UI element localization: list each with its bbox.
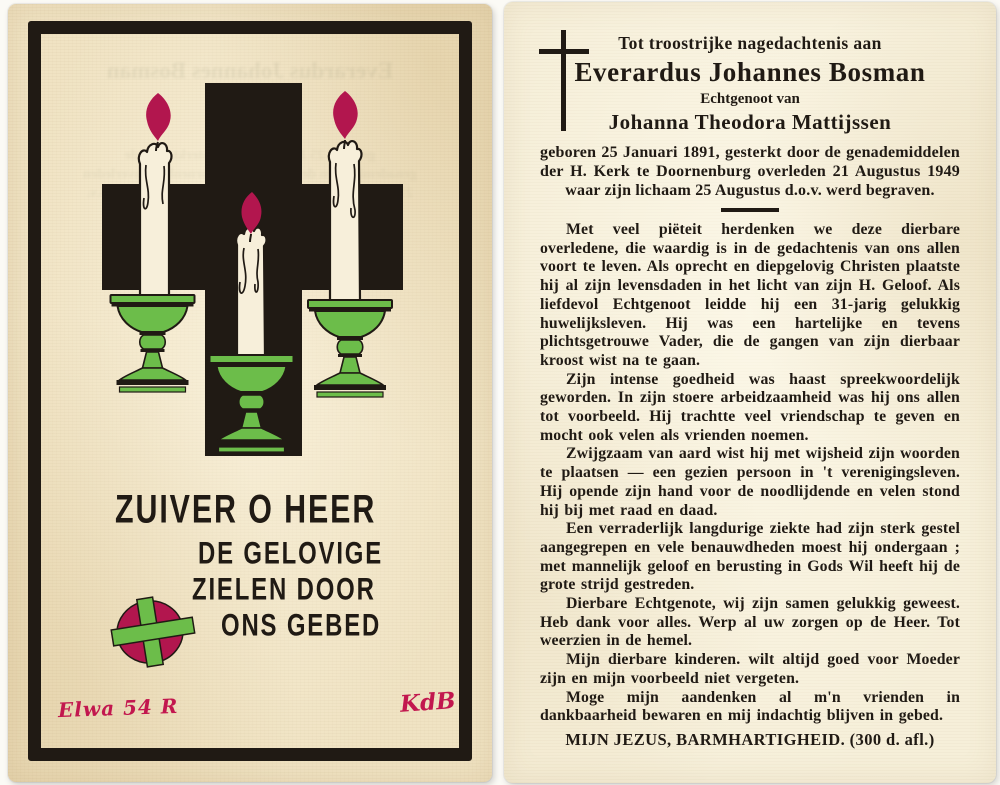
obituary-paragraph: Zijn intense goedheid was haast spreekwoordelijk geworden. In zijn stoere arbeidzaamheid was hij ons allen tot voorbeeld. Hij trachtte veel vriendschap te geven en mocht ook velen als vrienden noemen. (540, 370, 960, 444)
obituary-paragraph: Mijn dierbare kinderen. wilt altijd goed voor Moeder zijn en mijn voorbeeld niet vergeten. (540, 651, 960, 687)
flame-icon (146, 93, 171, 141)
memorial-card-back (504, 2, 996, 783)
memorial-card-front (8, 4, 492, 782)
latin-cross-icon (537, 28, 593, 134)
memorial-artwork (8, 4, 492, 783)
vitals-text: geboren 25 Januari 1891, gesterkt door de genademiddelen der H. Kerk te Doornenburg overleden 21 Augustus 1949 waar zijn lichaam 25 Augustus d.o.v. werd begraven. (540, 144, 960, 199)
dedication-line: Tot troostrijke nagedachtenis aan (618, 33, 882, 53)
closing-line: MIJN JEZUS, BARMHARTIGHEID. (300 d. afl.) (565, 729, 935, 749)
prayer-line: ONS GEBED (221, 606, 382, 643)
obituary-paragraph: Zwijgzaam van aard wist hij met wijsheid zijn woorden te plaatsen — een gezien persoon in 't verenigingsleven. Hij opende zijn hand voor de noodlijdende en velen stond hij bij met raad en daad. (540, 445, 960, 519)
deceased-name: Everardus Johannes Bosman (574, 57, 926, 87)
obituary-paragraph: Een verraderlijk langdurige ziekte had zijn sterk gestel aangegrepen en vele benauwdheden moest hij ondergaan ; met mannelijk geloof en berusting in Gods Wil heeft hij de grote strijd gestreden. (540, 520, 960, 594)
chalice-left-icon (111, 295, 195, 392)
obituary-paragraph: Dierbare Echtgenote, wij zijn samen gelukkig geweest. Heb dank voor alles. Werp al uw zorgen op de Heer. Tot weerzien in de hemel. (540, 595, 960, 650)
ink-bleed-ghost-name: Everardus Johannes Bosman (106, 58, 394, 83)
prayer-line: DE GELOVIGE (198, 534, 384, 571)
spouse-name: Johanna Theodora Mattijssen (608, 110, 892, 134)
artist-signature: Elwa 54 R (57, 693, 179, 723)
ink-bleed-ghost-text: 25 gesterkt de genademiddelen der Doornenburg overleden 21 (83, 148, 417, 201)
candle-right-icon (329, 91, 362, 301)
prayer-line: ZIELEN DOOR (192, 570, 376, 607)
candle-left-icon (139, 93, 172, 296)
crimson-orb-with-green-cross-icon (107, 592, 199, 672)
obituary-paragraph: Met veel piëteit herdenken we deze dierbare overledene, die waardig is in de gedachtenis van ons allen voort te leven. Als oprecht en diepgelovig Christen plaatste hij al zijn levensdaden in het licht van zijn H. Geloof. Als liefdevol Echtgenoot leidde hij een 31-jarig gelukkig huwelijksleven. Hij was een hartelijke en tevens plichtsgetrouwe Vader, die de gangen van zijn dierbaar kroost wist na te gaan. (540, 221, 960, 369)
designer-monogram: KdB (399, 687, 457, 718)
prayer-line: ZUIVER O HEER (115, 486, 377, 531)
flame-icon (333, 91, 358, 139)
obituary-paragraph: Moge mijn aandenken al m'n vrienden in dankbaarheid bewaren en mij indachtig blijven in gebed. (540, 688, 960, 725)
chalice-right-icon (308, 300, 392, 397)
obituary-text (540, 221, 960, 726)
divider-rule (721, 208, 779, 212)
relation-line: Echtgenoot van (700, 91, 800, 107)
